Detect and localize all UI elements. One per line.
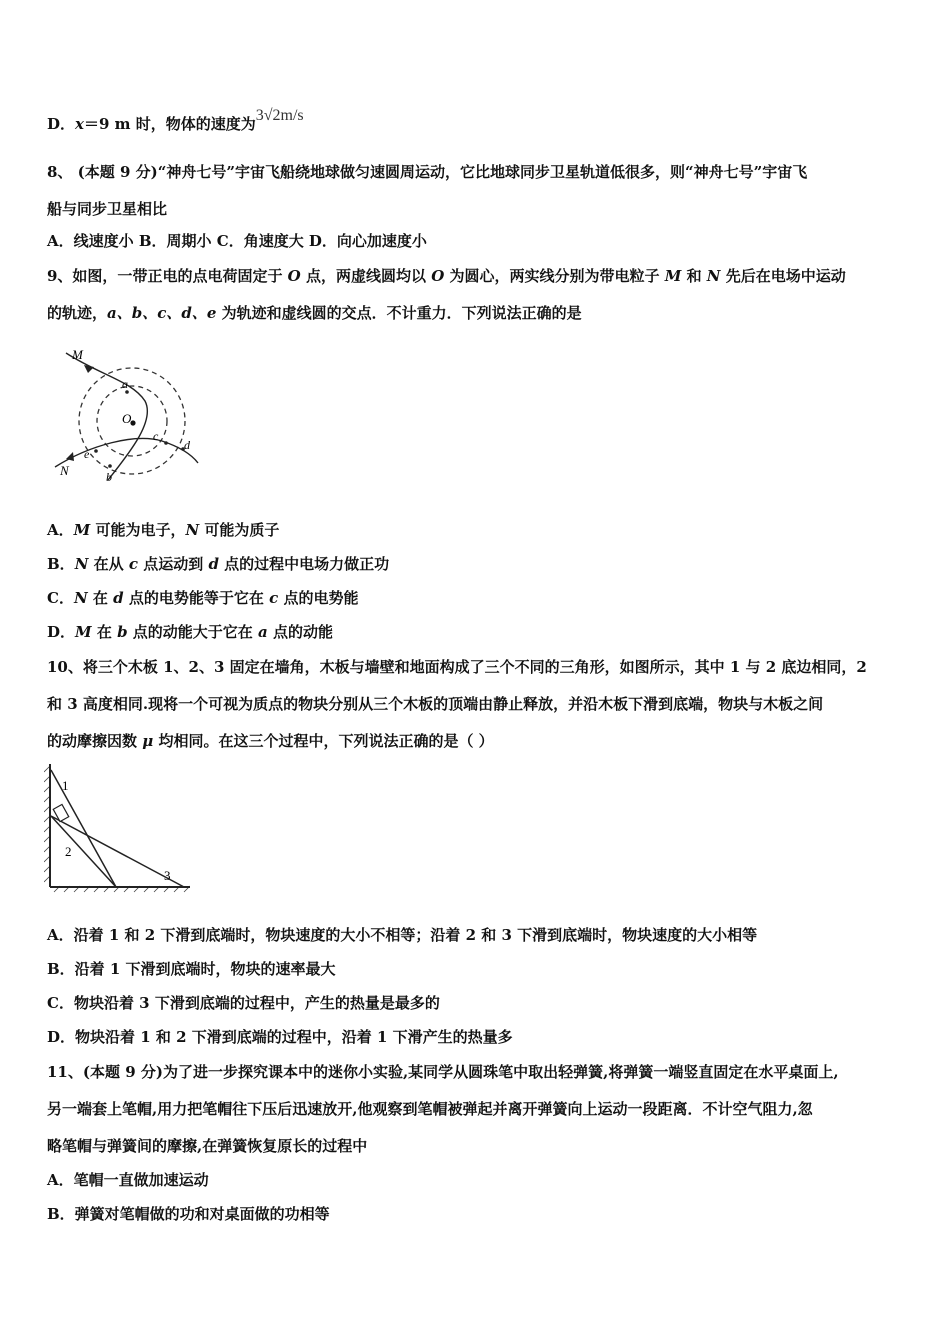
var: d	[113, 589, 124, 607]
option-prefix: B．	[47, 555, 75, 573]
var: b	[117, 623, 128, 641]
q10-label-2: 2	[65, 844, 72, 859]
q9-text: 9、如图，一带正电的点电荷固定于	[47, 267, 288, 285]
q10-option-a: A．沿着 1 和 2 下滑到底端时，物块速度的大小不相等；沿着 2 和 3 下滑到底端时，物块速度的大小相等	[47, 926, 758, 944]
var: c	[269, 589, 279, 607]
var: d	[208, 555, 219, 573]
option-text: 点的过程中电场力做正功	[218, 555, 390, 573]
q9-arrow-m	[84, 365, 94, 373]
var: M	[73, 521, 91, 539]
q9-option-a	[47, 520, 279, 540]
q9-label-m: M	[72, 347, 83, 362]
q9-text: 的轨迹，	[47, 304, 108, 322]
q9-point-c	[164, 441, 168, 445]
q10-figure	[44, 764, 190, 894]
q7-option-d-prefix: D．	[47, 115, 76, 133]
q10-label-1: 1	[62, 778, 69, 793]
var: N	[74, 555, 89, 573]
q10-text: 均相同。在这三个过程中，下列说法正确的是（ ）	[153, 732, 494, 750]
q8-options: A．线速度小 B．周期小 C．角速度大 D．向心加速度小	[47, 232, 427, 250]
q9-stem-line2	[47, 303, 582, 323]
option-text: 点的动能	[267, 623, 333, 641]
q7-option-d-value: 3√2m/s	[255, 107, 304, 124]
q8-stem-line2: 船与同步卫星相比	[47, 200, 168, 218]
q9-point-b	[108, 464, 112, 468]
q10-text: 的动摩擦因数	[47, 732, 143, 750]
q9-var-o: O	[287, 267, 301, 285]
q9-text: 和	[681, 267, 707, 285]
option-prefix: A．	[47, 521, 74, 539]
q9-text: 先后在电场中运动	[720, 267, 846, 285]
var: a	[258, 623, 268, 641]
q10-board-1	[51, 770, 116, 887]
q10-option-d: D．物块沿着 1 和 2 下滑到底端的过程中，沿着 1 下滑产生的热量多	[47, 1028, 513, 1046]
q9-var-n: N	[706, 267, 721, 285]
q10-stem-line2: 和 3 高度相同.现将一个可视为质点的物块分别从三个木板的顶端由静止释放，并沿木板下滑到底端，物块与木板之间	[47, 695, 824, 713]
q9-trajectory-n	[55, 439, 198, 467]
option-text: 在	[91, 623, 118, 641]
q9-text: 点，两虚线圆均以	[300, 267, 432, 285]
q10-label-3: 3	[164, 868, 171, 883]
q11-stem-line3: 略笔帽与弹簧间的摩擦,在弹簧恢复原长的过程中	[47, 1137, 368, 1155]
option-prefix: C．	[47, 589, 74, 607]
option-text: 点的电势能等于它在	[123, 589, 270, 607]
q9-points: a、b、c、d、e	[107, 304, 217, 322]
option-text: 点运动到	[138, 555, 209, 573]
q10-option-b: B．沿着 1 下滑到底端时，物块的速率最大	[47, 960, 336, 978]
q9-stem-line1	[47, 266, 846, 286]
var: N	[185, 521, 200, 539]
q9-option-c	[47, 588, 358, 608]
q11-option-b: B．弹簧对笔帽做的功和对桌面做的功相等	[47, 1205, 330, 1223]
q11-stem-line2: 另一端套上笔帽,用力把笔帽往下压后迅速放开,他观察到笔帽被弹起并离开弹簧向上运动一段距离．不计空气阻力,忽	[47, 1100, 813, 1118]
option-text: 点的电势能	[278, 589, 359, 607]
q9-var-o: O	[431, 267, 445, 285]
option-text: 可能为电子，	[90, 521, 186, 539]
q7-option-d-var: x	[75, 115, 84, 133]
q8-stem-line1: 8、 (本题 9 分)“神舟七号”宇宙飞船绕地球做匀速圆周运动，它比地球同步卫星轨道低很多，则“神舟七号”宇宙飞	[47, 163, 808, 181]
q10-board-2	[51, 816, 116, 887]
q11-stem-line1: 11、(本题 9 分)为了进一步探究课本中的迷你小实验,某同学从圆珠笔中取出轻弹簧,将弹簧一端竖直固定在水平桌面上,	[47, 1063, 839, 1081]
q10-option-c: C．物块沿着 3 下滑到底端的过程中，产生的热量是最多的	[47, 994, 440, 1012]
q9-label-a: a	[122, 377, 128, 391]
option-text: 可能为质子	[199, 521, 280, 539]
var: M	[75, 623, 92, 641]
q9-option-d	[47, 622, 333, 642]
option-text: 点的动能大于它在	[127, 623, 259, 641]
q9-trajectory-m	[66, 353, 147, 480]
option-text: 在从	[88, 555, 129, 573]
q9-label-b: b	[106, 470, 112, 484]
q11-option-a: A．笔帽一直做加速运动	[47, 1171, 209, 1189]
option-text: 在	[87, 589, 114, 607]
q10-var-mu: μ	[142, 732, 154, 750]
q9-var-m: M	[664, 267, 682, 285]
q9-text: 为圆心，两实线分别为带电粒子	[444, 267, 665, 285]
q7-option-d-text: ＝9 m 时，物体的速度为	[83, 115, 256, 133]
q7-option-d	[47, 107, 304, 135]
q9-text: 为轨迹和虚线圆的交点．不计重力．下列说法正确的是	[216, 304, 582, 322]
option-prefix: D．	[47, 623, 76, 641]
q9-label-n: N	[60, 463, 69, 478]
q10-stem-line1: 10、将三个木板 1、2、3 固定在墙角，木板与墙壁和地面构成了三个不同的三角形，如图所示，其中 1 与 2 底边相同，2	[47, 658, 867, 676]
q9-label-o: O	[122, 411, 132, 426]
var: c	[128, 555, 138, 573]
q9-point-e	[94, 449, 98, 453]
q9-label-e: e	[84, 447, 90, 461]
q10-stem-line3	[47, 731, 494, 751]
q9-label-c: c	[153, 429, 159, 443]
var: N	[73, 589, 88, 607]
q9-figure	[50, 345, 202, 495]
q9-option-b	[47, 554, 389, 574]
q9-label-d: d	[184, 438, 190, 452]
